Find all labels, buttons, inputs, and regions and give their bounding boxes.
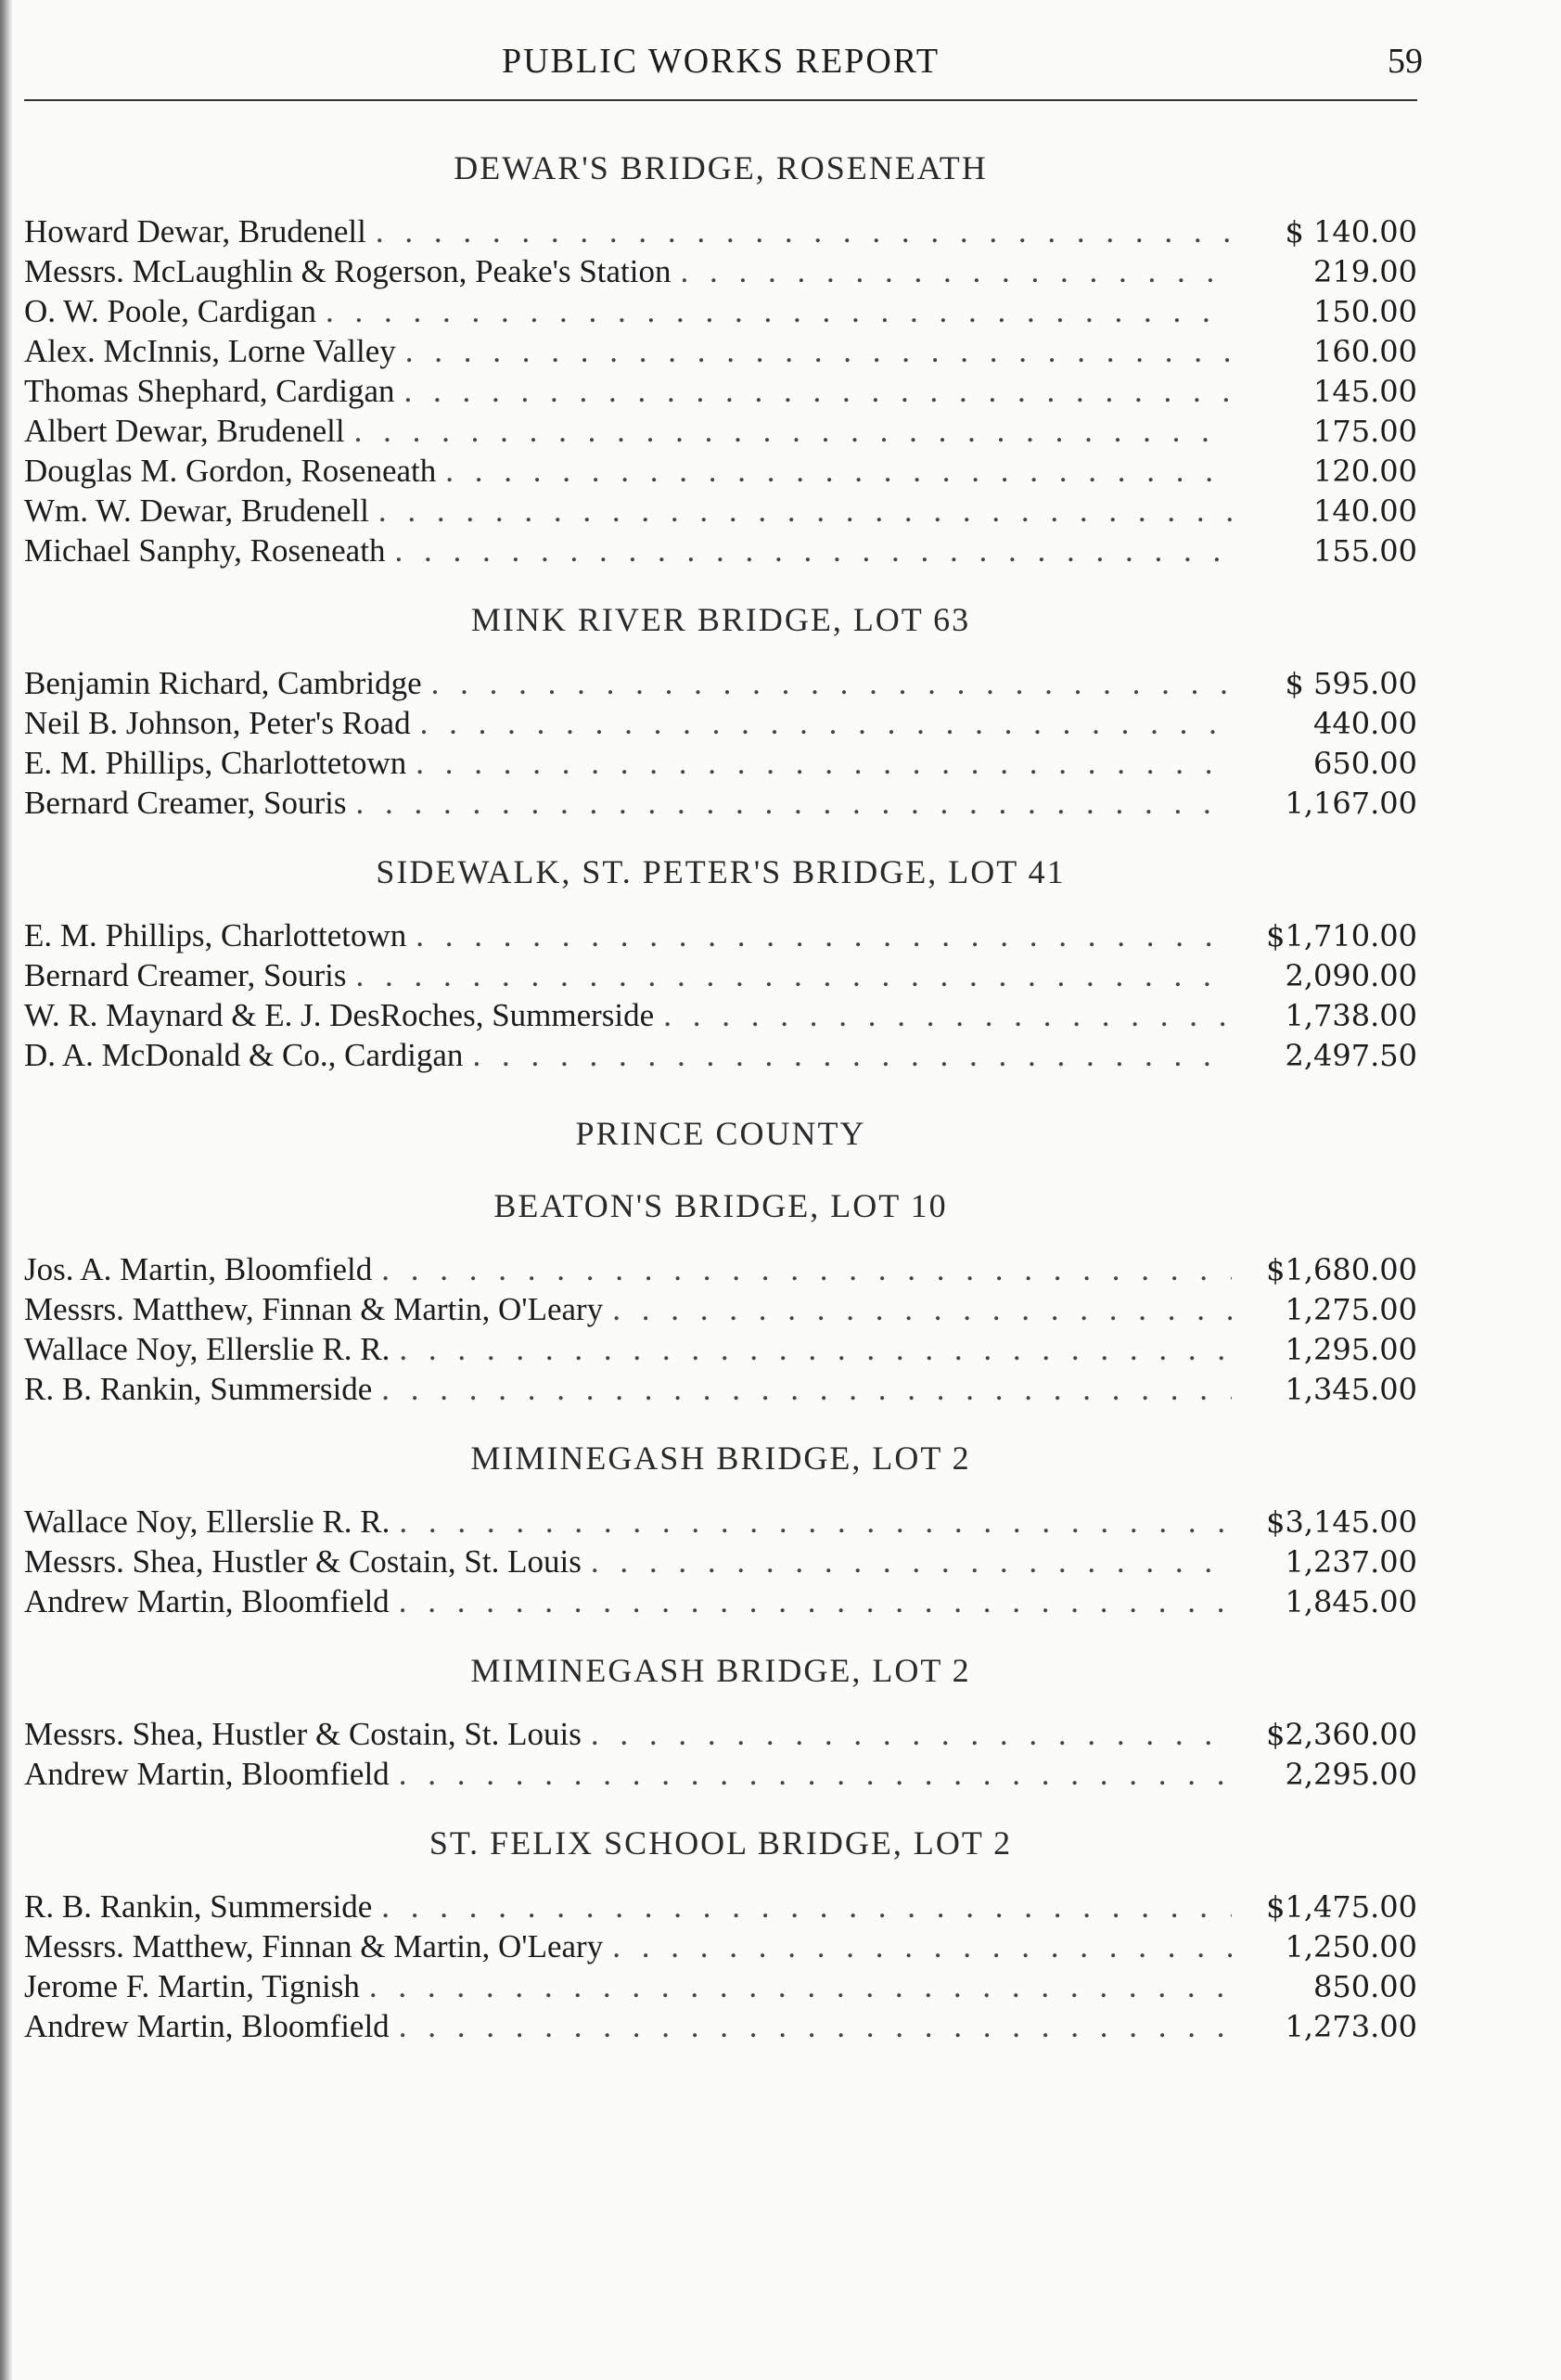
tenderer-name: Jos. A. Martin, Bloomfield [24, 1251, 373, 1287]
dot-leader [472, 1035, 1232, 1075]
tenderer-name: Douglas M. Gordon, Roseneath [24, 453, 437, 489]
tender-row [24, 371, 1417, 411]
dot-leader [612, 1289, 1232, 1329]
header-rule [24, 99, 1417, 101]
tenderer-name: Benjamin Richard, Cambridge [24, 665, 422, 701]
tender-row [24, 955, 1417, 995]
tenderer-name: D. A. McDonald & Co., Cardigan [24, 1037, 464, 1073]
tenderer-name: O. W. Poole, Cardigan [24, 293, 316, 329]
dot-leader [381, 1887, 1232, 1926]
dot-leader [399, 2006, 1232, 2046]
tenderer-name: Alex. McInnis, Lorne Valley [24, 333, 396, 369]
tenderer-name: Michael Sanphy, Roseneath [24, 532, 386, 569]
dot-leader [326, 291, 1232, 331]
section-title: MINK RIVER BRIDGE, LOT 63 [470, 601, 971, 638]
tenderer-name: Messrs. Matthew, Finnan & Martin, O'Leary [24, 1291, 604, 1327]
tender-amount: 1,275.00 [1285, 1292, 1417, 1327]
dot-leader [381, 1249, 1232, 1289]
tender-row [24, 915, 1417, 955]
tender-amount: 140.00 [1313, 493, 1417, 529]
tenderer-name: Thomas Shephard, Cardigan [24, 373, 395, 409]
tender-row [24, 1754, 1417, 1794]
tender-amount: 1,167.00 [1285, 786, 1417, 821]
dot-leader [663, 995, 1232, 1035]
dot-leader [445, 451, 1232, 491]
tender-row [24, 1502, 1417, 1542]
tender-amount: 850.00 [1313, 1969, 1417, 2004]
tender-row [24, 251, 1417, 291]
tender-amount: 150.00 [1313, 294, 1417, 329]
dot-leader [381, 1369, 1232, 1409]
page-number: 59 [1388, 42, 1423, 81]
dot-leader [591, 1714, 1232, 1754]
tenderer-name: E. M. Phillips, Charlottetown [24, 917, 407, 953]
tender-row [24, 2006, 1417, 2046]
section-title: DEWAR'S BRIDGE, ROSENEATH [454, 149, 988, 186]
tender-amount: 1,845.00 [1285, 1584, 1417, 1619]
tenderer-name: Bernard Creamer, Souris [24, 957, 347, 993]
dot-leader [404, 371, 1233, 411]
header-title: PUBLIC WORKS REPORT [501, 42, 940, 81]
county-heading: PRINCE COUNTY [575, 1115, 866, 1152]
report-page [24, 0, 1423, 2380]
tenderer-name: W. R. Maynard & E. J. DesRoches, Summerside [24, 997, 655, 1033]
tenderer-name: Wallace Noy, Ellerslie R. R. [24, 1331, 390, 1367]
tender-amount: 440.00 [1313, 706, 1417, 741]
dot-leader [399, 1502, 1232, 1542]
dot-leader [399, 1329, 1232, 1369]
tender-amount: $1,475.00 [1266, 1889, 1417, 1925]
tender-amount: 2,295.00 [1285, 1757, 1417, 1792]
tenderer-name: R. B. Rankin, Summerside [24, 1888, 373, 1925]
tender-amount: 120.00 [1313, 454, 1417, 489]
tender-amount: 175.00 [1313, 414, 1417, 449]
page-header [24, 41, 1423, 93]
section-title: MIMINEGASH BRIDGE, LOT 2 [470, 1440, 971, 1477]
tender-amount: $ 140.00 [1285, 214, 1417, 250]
tender-list [24, 145, 1417, 2046]
page-binding-edge [0, 0, 13, 2380]
tender-amount: 1,738.00 [1285, 998, 1417, 1033]
tender-row [24, 743, 1417, 783]
tender-amount: 1,250.00 [1285, 1929, 1417, 1964]
tenderer-name: Andrew Martin, Bloomfield [24, 1756, 390, 1792]
tender-amount: 1,273.00 [1285, 2009, 1417, 2044]
section-title: ST. FELIX SCHOOL BRIDGE, LOT 2 [429, 1824, 1013, 1862]
tender-row [24, 1369, 1417, 1409]
tenderer-name: Wallace Noy, Ellerslie R. R. [24, 1503, 390, 1540]
tenderer-name: Messrs. Shea, Hustler & Costain, St. Louis [24, 1543, 582, 1580]
tender-row [24, 995, 1417, 1035]
dot-leader [612, 1926, 1232, 1966]
section-title: SIDEWALK, ST. PETER'S BRIDGE, LOT 41 [376, 853, 1066, 890]
tenderer-name: Jerome F. Martin, Tignish [24, 1968, 360, 2004]
dot-leader [399, 1754, 1232, 1794]
dot-leader [394, 531, 1232, 570]
section-title: BEATON'S BRIDGE, LOT 10 [493, 1187, 948, 1224]
tender-row [24, 1035, 1417, 1075]
tender-amount: $1,710.00 [1266, 918, 1417, 953]
tender-row [24, 1329, 1417, 1369]
tender-amount: 1,345.00 [1285, 1372, 1417, 1407]
tender-row [24, 411, 1417, 451]
tenderer-name: Bernard Creamer, Souris [24, 785, 347, 821]
tender-row [24, 451, 1417, 491]
dot-leader [431, 663, 1232, 703]
dot-leader [416, 915, 1232, 955]
tender-row [24, 291, 1417, 331]
tender-row [24, 1289, 1417, 1329]
tenderer-name: E. M. Phillips, Charlottetown [24, 745, 407, 781]
tender-amount: 160.00 [1313, 334, 1417, 369]
dot-leader [416, 743, 1232, 783]
section-title: MIMINEGASH BRIDGE, LOT 2 [470, 1652, 971, 1689]
dot-leader [681, 251, 1233, 291]
tender-amount: 1,237.00 [1285, 1544, 1417, 1580]
tender-row [24, 1887, 1417, 1926]
tender-row [24, 1581, 1417, 1621]
tender-row [24, 1926, 1417, 1966]
tender-row [24, 703, 1417, 743]
tender-row [24, 1542, 1417, 1581]
dot-leader [399, 1581, 1232, 1621]
dot-leader [420, 703, 1232, 743]
dot-leader [369, 1966, 1232, 2006]
dot-leader [591, 1542, 1232, 1581]
tender-row [24, 1249, 1417, 1289]
dot-leader [405, 331, 1232, 371]
dot-leader [356, 783, 1232, 823]
tender-row [24, 663, 1417, 703]
tenderer-name: R. B. Rankin, Summerside [24, 1371, 373, 1407]
dot-leader [356, 955, 1232, 995]
tender-amount: $3,145.00 [1266, 1504, 1417, 1540]
tenderer-name: Messrs. McLaughlin & Rogerson, Peake's Station [24, 253, 672, 289]
dot-leader [354, 411, 1232, 451]
tenderer-name: Andrew Martin, Bloomfield [24, 1583, 390, 1619]
tenderer-name: Neil B. Johnson, Peter's Road [24, 705, 411, 741]
tender-amount: $2,360.00 [1266, 1717, 1417, 1752]
tenderer-name: Messrs. Shea, Hustler & Costain, St. Louis [24, 1716, 582, 1752]
tender-amount: 2,090.00 [1285, 958, 1417, 993]
tender-row [24, 331, 1417, 371]
tender-row [24, 783, 1417, 823]
tender-amount: 145.00 [1313, 374, 1417, 409]
tender-amount: 1,295.00 [1285, 1332, 1417, 1367]
tender-row [24, 491, 1417, 531]
tenderer-name: Wm. W. Dewar, Brudenell [24, 493, 369, 529]
tender-amount: $1,680.00 [1266, 1252, 1417, 1287]
tender-amount: 219.00 [1313, 254, 1417, 289]
dot-leader [376, 211, 1232, 251]
tender-row [24, 1966, 1417, 2006]
tenderer-name: Howard Dewar, Brudenell [24, 213, 366, 250]
tender-row [24, 1714, 1417, 1754]
tender-amount: 650.00 [1313, 746, 1417, 781]
tender-amount: $ 595.00 [1285, 666, 1417, 701]
dot-leader [378, 491, 1232, 531]
tender-amount: 155.00 [1313, 533, 1417, 569]
tender-row [24, 211, 1417, 251]
tender-amount: 2,497.50 [1285, 1038, 1417, 1073]
tender-row [24, 531, 1417, 570]
tenderer-name: Messrs. Matthew, Finnan & Martin, O'Leary [24, 1928, 604, 1964]
tenderer-name: Albert Dewar, Brudenell [24, 413, 345, 449]
tenderer-name: Andrew Martin, Bloomfield [24, 2008, 390, 2044]
